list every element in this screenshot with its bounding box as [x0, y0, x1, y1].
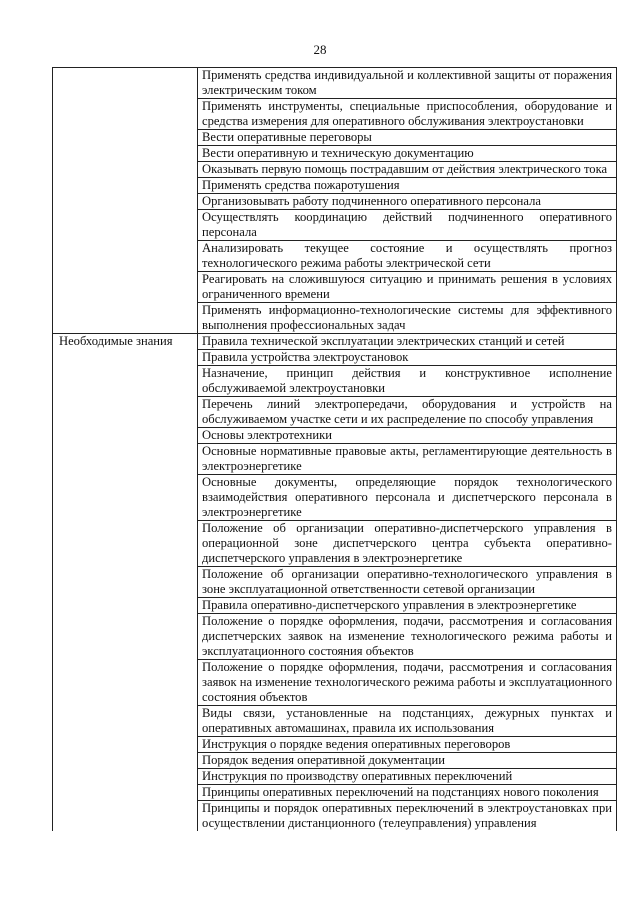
- requirement-item: Вести оперативные переговоры: [198, 130, 617, 146]
- requirement-item: Применять инструменты, специальные приспособления, оборудование и средства измерения для оперативного обслуживания электроустановки: [198, 99, 617, 130]
- requirement-item: Инструкция по производству оперативных переключений: [198, 769, 617, 785]
- requirement-item: Вести оперативную и техническую документацию: [198, 146, 617, 162]
- table-row: [53, 68, 617, 99]
- table-row: [53, 334, 617, 350]
- requirement-item: Перечень линий электропередачи, оборудования и устройств на обслуживаемом участке сети и их распределение по способу управления: [198, 397, 617, 428]
- requirement-item: Организовывать работу подчиненного оперативного персонала: [198, 194, 617, 210]
- requirement-item: Инструкция о порядке ведения оперативных переговоров: [198, 737, 617, 753]
- requirement-item: Правила технической эксплуатации электрических станций и сетей: [198, 334, 617, 350]
- page-number: 28: [313, 42, 327, 57]
- section-label: [53, 68, 198, 334]
- requirement-item: Применять средства пожаротушения: [198, 178, 617, 194]
- requirement-item: Принципы и порядок оперативных переключений в электроустановках при осуществлении дистанционного (телеуправления) управления: [198, 801, 617, 832]
- requirement-item: Положение об организации оперативно-диспетчерского управления в операционной зоне диспетчерского центра субъекта оперативно-диспетчерского управления в электроэнергетике: [198, 521, 617, 567]
- requirement-item: Положение о порядке оформления, подачи, рассмотрения и согласования заявок на изменение технологического режима работы и эксплуатационного состояния объектов: [198, 660, 617, 706]
- requirement-item: Осуществлять координацию действий подчиненного оперативного персонала: [198, 210, 617, 241]
- requirement-item: Применять информационно-технологические системы для эффективного выполнения профессиональных задач: [198, 303, 617, 334]
- requirement-item: Положение об организации оперативно-технологического управления в зоне эксплуатационной ответственности сетевой организации: [198, 567, 617, 598]
- requirement-item: Назначение, принцип действия и конструктивное исполнение обслуживаемой электроустановки: [198, 366, 617, 397]
- requirement-item: Принципы оперативных переключений на подстанциях нового поколения: [198, 785, 617, 801]
- requirement-item: Порядок ведения оперативной документации: [198, 753, 617, 769]
- requirement-item: Правила оперативно-диспетчерского управления в электроэнергетике: [198, 598, 617, 614]
- requirement-item: Оказывать первую помощь пострадавшим от действия электрического тока: [198, 162, 617, 178]
- section-label: Необходимые знания: [53, 334, 198, 832]
- requirement-item: Виды связи, установленные на подстанциях, дежурных пунктах и оперативных автомашинах, правила их использования: [198, 706, 617, 737]
- requirement-item: Анализировать текущее состояние и осуществлять прогноз технологического режима работы электрической сети: [198, 241, 617, 272]
- requirements-table-body: [53, 68, 617, 832]
- requirement-item: Правила устройства электроустановок: [198, 350, 617, 366]
- requirement-item: Основные документы, определяющие порядок технологического взаимодействия оперативного персонала и диспетчерского персонала в электроэнергетике: [198, 475, 617, 521]
- requirement-item: Применять средства индивидуальной и коллективной защиты от поражения электрическим током: [198, 68, 617, 99]
- requirement-item: Основы электротехники: [198, 428, 617, 444]
- requirement-item: Положение о порядке оформления, подачи, рассмотрения и согласования диспетчерских заявок на изменение технологического режима работы и эксплуатационного состояния объектов: [198, 614, 617, 660]
- requirement-item: Реагировать на сложившуюся ситуацию и принимать решения в условиях ограниченного времени: [198, 272, 617, 303]
- requirements-table: [52, 67, 617, 831]
- requirement-item: Основные нормативные правовые акты, регламентирующие деятельность в электроэнергетике: [198, 444, 617, 475]
